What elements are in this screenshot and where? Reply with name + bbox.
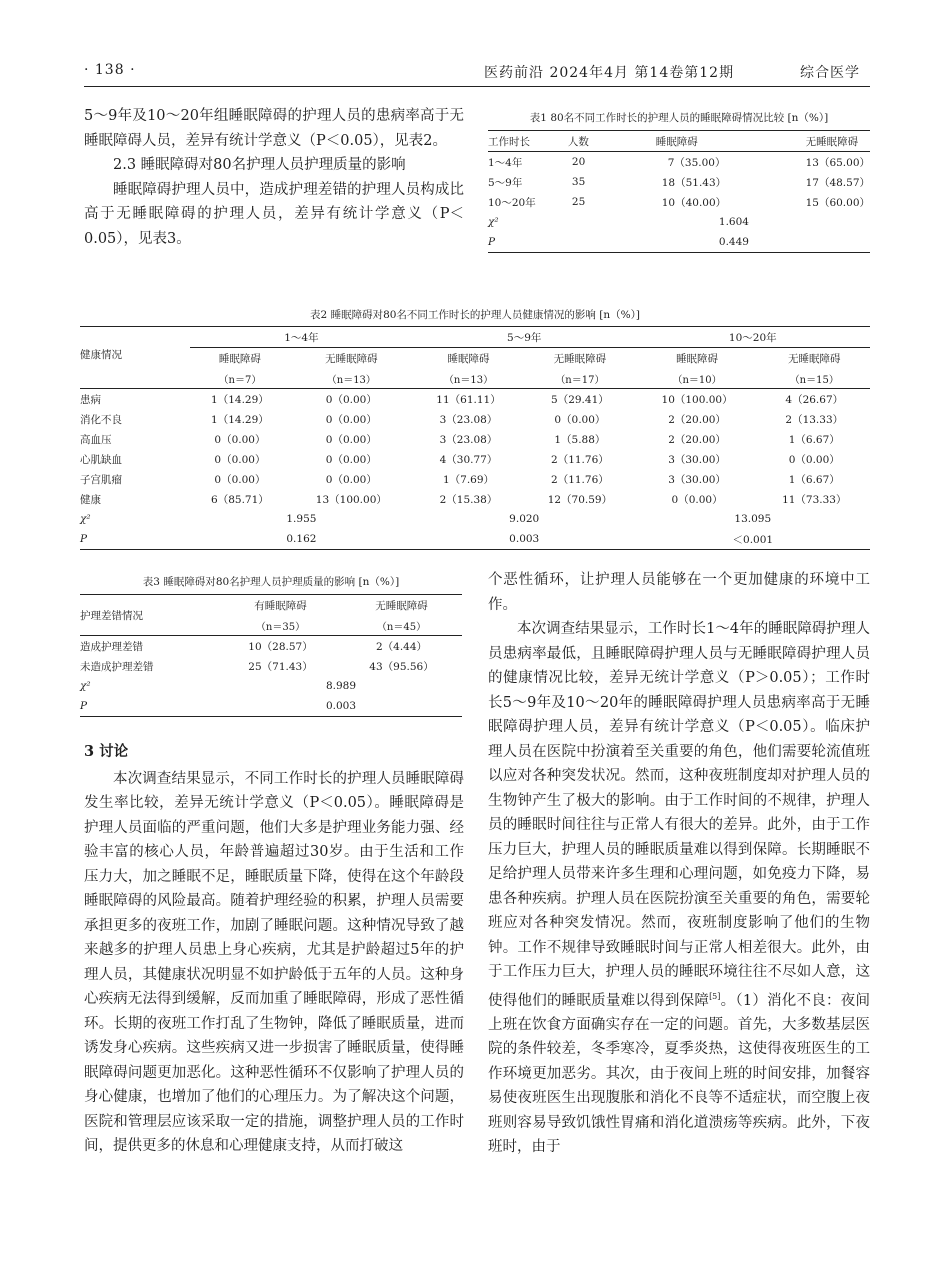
- table3-header-row: [80, 595, 462, 616]
- table2-cell: 0（0.00）: [325, 413, 377, 426]
- table1-chi-value: 1.604: [718, 216, 749, 228]
- table2-cell: 0（0.00）: [788, 453, 840, 466]
- table2-count: （n＝17）: [555, 374, 605, 386]
- table1-header: 人数: [567, 135, 589, 148]
- table3-col-header: 无睡眠障碍: [375, 599, 428, 612]
- discussion-heading: 3 讨论: [84, 743, 129, 760]
- discussion-left: [84, 740, 464, 1159]
- table2-cell: 4（26.67）: [785, 393, 844, 406]
- table2-p-value: 0.162: [286, 533, 317, 545]
- table3-cell: 未造成护理差错: [80, 660, 154, 673]
- table3-chi-label: χ²: [80, 680, 91, 692]
- section-heading-2-3: 2.3 睡眠障碍对80名护理人员护理质量的影响: [113, 157, 406, 173]
- table1-p-label: P: [488, 236, 496, 248]
- discussion-paragraph-2-body: 本次调查结果显示，工作时长1～4年的睡眠障碍护理人员患病率最低，且睡眠障碍护理人员与无睡眠障碍护理人员的健康情况比较，差异无统计学意义（P＞0.05）；工作时长5～9年及10～20年的睡眠障碍护理人员患病率高于无睡眠障碍护理人员，差异有统计学意义（P＜0.05）。临床护理人员在医院中扮演着至关重要的角色，他们需要轮流值班以应对各种突发状况。然而，这种夜班制度却对护理人员的生物钟产生了极大的影响。由于工作时间的不规律，护理人员的睡眠时间往往与正常人有很大的差异。此外，由于工作压力巨大，护理人员的睡眠质量难以得到保障。长期睡眠不足给护理人员带来许多生理和心理问题，如免疫力下降，易患各种疾病。护理人员在医院扮演至关重要的角色，需要轮班应对各种突发情况。然而，夜班制度影响了他们的生物钟。工作不规律导致睡眠时间与正常人相差很大。此外，由于工作压力巨大，护理人员的睡眠环境往往不尽如人意，这使得他们的睡眠质量难以得到保障: [488, 621, 870, 1009]
- table1-cell: 25: [571, 196, 586, 208]
- table2-cell: 0（0.00）: [325, 393, 377, 406]
- table2-cell: 6（85.71）: [211, 493, 269, 506]
- table2-p-value: ＜0.001: [732, 533, 774, 546]
- table2-p-label: P: [80, 533, 88, 545]
- table3-p-value: 0.003: [325, 700, 357, 712]
- table2-subheader-row: [80, 348, 870, 369]
- table2-chi-value: 1.955: [286, 513, 317, 525]
- table-row: [488, 212, 870, 232]
- table2-subheader: 无睡眠障碍: [788, 352, 841, 365]
- table2-cell: 0（0.00）: [554, 413, 606, 426]
- table2-cell: 11（61.11）: [436, 393, 501, 406]
- table2-cell: 0（0.00）: [325, 473, 377, 486]
- table2-cell: 患病: [80, 393, 101, 406]
- table2-cell: 2（20.00）: [668, 433, 726, 446]
- discussion-right: [488, 568, 870, 1160]
- table2-count: （n＝13）: [443, 374, 494, 386]
- table3-row-header: 护理差错情况: [80, 609, 143, 622]
- table1-cell: 18（51.43）: [661, 176, 727, 189]
- table-row: [488, 192, 870, 212]
- table-row: [80, 449, 870, 469]
- table3: [80, 594, 462, 717]
- journal-header: 医药前沿 2024年4月 第14卷第12期: [484, 65, 735, 81]
- table2-subheader: 无睡眠障碍: [553, 352, 607, 365]
- table-row: [80, 696, 462, 717]
- table2-cell: 5（29.41）: [551, 393, 609, 406]
- table2-subheader: 睡眠障碍: [218, 352, 261, 365]
- table-row: [488, 232, 870, 253]
- table2-cell: 3（30.00）: [668, 453, 726, 466]
- table-row: [80, 489, 870, 509]
- table1-cell: 5～9年: [488, 176, 523, 189]
- result-paragraph-2: 睡眠障碍护理人员中，造成护理差错的护理人员构成比高于无睡眠障碍的护理人员，差异有统计学意义（P＜0.05），见表3。: [84, 181, 464, 247]
- table1-cell: 1～4年: [488, 156, 523, 169]
- table1-cell: 17（48.57）: [805, 176, 870, 189]
- table3-count: （n＝45）: [376, 621, 427, 633]
- table2-cell: 健康: [80, 493, 101, 506]
- table2-count: （n＝7）: [218, 374, 262, 386]
- table3-cell: 43（95.56）: [369, 660, 434, 673]
- table1-header-row: [488, 131, 870, 152]
- table1-header: 睡眠障碍: [655, 135, 698, 148]
- table2-group: 10～20年: [636, 327, 870, 348]
- table1-chi-label: χ²: [488, 216, 499, 228]
- table1: [488, 130, 870, 253]
- table1-cell: 20: [571, 156, 586, 168]
- table2-cell: 11（73.33）: [782, 493, 847, 506]
- table2-chi-value: 9.020: [509, 513, 540, 525]
- table2-group: 1～4年: [190, 327, 413, 348]
- table2-p-value: 0.003: [509, 533, 540, 545]
- table3-cell: 造成护理差错: [80, 640, 143, 653]
- table2-subheader: 睡眠障碍: [676, 352, 719, 365]
- table3-chi-value: 8.989: [325, 680, 357, 692]
- table-row: [80, 409, 870, 429]
- table-row: [80, 429, 870, 449]
- table2-cell: 2（13.33）: [785, 413, 844, 426]
- table-row: [80, 676, 462, 696]
- table2-cell: 3（23.08）: [439, 413, 498, 426]
- table2-cell: 子宫肌瘤: [80, 473, 122, 486]
- table1-cell: 10（40.00）: [661, 196, 727, 209]
- table1-cell: 13（65.00）: [805, 156, 870, 169]
- table1-cell: 7（35.00）: [667, 156, 726, 169]
- table2-caption: 表2 睡眠障碍对80名不同工作时长的护理人员健康情况的影响 [n（%）]: [310, 309, 640, 321]
- citation-marker: [5]: [709, 991, 721, 1001]
- table2-cell: 2（20.00）: [668, 413, 726, 426]
- table2-cell: 4（30.77）: [439, 453, 498, 466]
- table3-cell: 10（28.57）: [248, 640, 313, 653]
- table1-header: 工作时长: [488, 135, 530, 148]
- table2-cell: 心肌缺血: [80, 453, 122, 466]
- section-header: 综合医学: [800, 65, 860, 81]
- table-row: [488, 172, 870, 192]
- table2-cell: 2（15.38）: [439, 493, 498, 506]
- table3-cell: 2（4.44）: [375, 640, 428, 653]
- table2-cell: 1（7.69）: [442, 473, 495, 486]
- table-row: [488, 152, 870, 173]
- table2-cell: 高血压: [80, 433, 112, 446]
- table-row: [80, 656, 462, 676]
- table2-count-row: [80, 368, 870, 389]
- table2-cell: 1（14.29）: [211, 393, 269, 406]
- table2-cell: 1（6.67）: [788, 433, 840, 446]
- table-row: [80, 636, 462, 657]
- table2-cell: 10（100.00）: [661, 393, 733, 406]
- table2-cell: 12（70.59）: [547, 493, 613, 506]
- table3-caption: 表3 睡眠障碍对80名护理人员护理质量的影响 [n（%）]: [142, 576, 400, 588]
- table2: [80, 326, 870, 550]
- table2-chi-value: 13.095: [734, 513, 772, 525]
- table2-count: （n＝10）: [672, 374, 722, 386]
- table2-cell: 1（6.67）: [788, 473, 840, 486]
- table1-cell: 10～20年: [488, 196, 536, 209]
- table2-count: （n＝13）: [326, 374, 376, 386]
- table-row: [80, 529, 870, 550]
- discussion-paragraph-2: [488, 617, 870, 1160]
- table2-row-header: 健康情况: [80, 349, 122, 361]
- table2-group: 5～9年: [413, 327, 636, 348]
- table2-cell: 0（0.00）: [214, 473, 266, 486]
- table1-caption: 表1 80名不同工作时长的护理人员的睡眠障碍情况比较 [n（%）]: [529, 112, 829, 124]
- table3-col-header: 有睡眠障碍: [254, 599, 307, 612]
- table2-group-row: [80, 327, 870, 348]
- table2-cell: 2（11.76）: [551, 473, 609, 486]
- table2-subheader: 无睡眠障碍: [325, 352, 378, 365]
- page-number: · 138 ·: [84, 62, 136, 78]
- table-row: [80, 389, 870, 410]
- table2-cell: 2（11.76）: [551, 453, 609, 466]
- table2-cell: 0（0.00）: [325, 453, 377, 466]
- table2-cell: 1（14.29）: [211, 413, 269, 426]
- table2-cell: 13（100.00）: [315, 493, 387, 506]
- table2-cell: 3（30.00）: [668, 473, 726, 486]
- table2-count: （n＝15）: [789, 374, 839, 386]
- table-row: [80, 509, 870, 529]
- table1-p-value: 0.449: [718, 236, 749, 248]
- table1-cell: 35: [571, 176, 586, 188]
- table2-cell: 0（0.00）: [214, 453, 266, 466]
- table-row: [80, 469, 870, 489]
- table2-chi-label: χ²: [80, 513, 91, 525]
- header-rule: [84, 86, 870, 87]
- result-paragraph: 5～9年及10～20年组睡眠障碍的护理人员的患病率高于无睡眠障碍人员，差异有统计学意义（P＜0.05），见表2。: [84, 108, 464, 149]
- table1-cell: 15（60.00）: [805, 196, 870, 209]
- left-column-top: [84, 104, 464, 251]
- table2-cell: 1（5.88）: [554, 433, 606, 446]
- table2-cell: 消化不良: [80, 413, 122, 426]
- table2-cell: 0（0.00）: [671, 493, 723, 506]
- table1-header: 无睡眠障碍: [805, 135, 859, 148]
- table3-cell: 25（71.43）: [248, 660, 313, 673]
- table2-cell: 0（0.00）: [325, 433, 377, 446]
- table3-p-label: P: [80, 700, 88, 712]
- table3-count: （n＝35）: [255, 621, 306, 633]
- table2-subheader: 睡眠障碍: [447, 352, 490, 365]
- discussion-paragraph-2-tail: 。（1）消化不良：夜间上班在饮食方面确实存在一定的问题。首先，大多数基层医院的条件较差，冬季寒冷，夏季炎热，这使得夜班医生的工作环境更加恶劣。其次，由于夜间上班的时间安排，加餐容易使夜班医生出现腹胀和消化不良等不适症状，而空腹上夜班则容易导致饥饿性胃痛和消化道溃疡等疾病。此外，下夜班时，由于: [488, 992, 870, 1156]
- discussion-paragraph-1: 本次调查结果显示，不同工作时长的护理人员睡眠障碍发生率比较，差异无统计学意义（P＜0.05）。睡眠障碍是护理人员面临的严重问题，他们大多是护理业务能力强、经验丰富的核心人员，年龄普遍超过30岁。由于生活和工作压力大，加之睡眠不足，睡眠质量下降，使得在这个年龄段睡眠障碍的风险最高。随着护理经验的积累，护理人员需要承担更多的夜班工作，加剧了睡眠问题。这种情况导致了越来越多的护理人员患上身心疾病，尤其是护龄超过5年的护理人员，其健康状况明显不如护龄低于五年的人员。这种身心疾病无法得到缓解，反而加重了睡眠障碍，形成了恶性循环。长期的夜班工作打乱了生物钟，降低了睡眠质量，进而诱发身心疾病。这些疾病又进一步损害了睡眠质量，使得睡眠障碍问题更加恶化。这种恶性循环不仅影响了护理人员的身心健康，也增加了他们的心理压力。为了解决这个问题，医院和管理层应该采取一定的措施，调整护理人员的工作时间，提供更多的休息和心理健康支持，从而打破这: [84, 770, 464, 1154]
- table2-cell: 0（0.00）: [214, 433, 266, 446]
- discussion-continuation: 个恶性循环，让护理人员能够在一个更加健康的环境中工作。: [488, 572, 870, 613]
- table2-cell: 3（23.08）: [439, 433, 498, 446]
